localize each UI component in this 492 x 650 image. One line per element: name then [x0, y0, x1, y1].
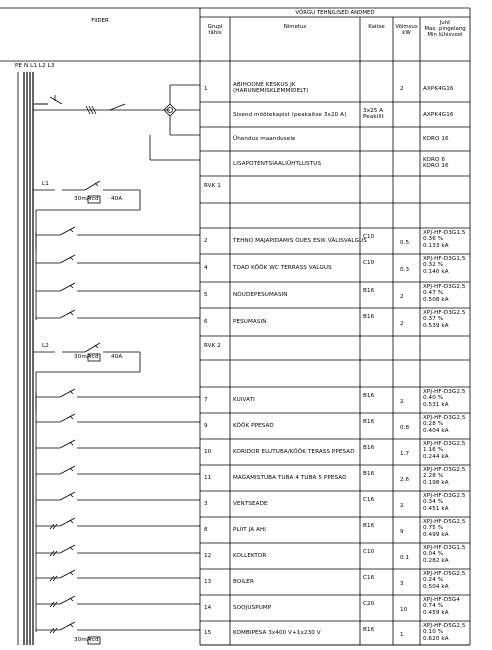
cable-spec: 0.404 kA [423, 428, 449, 435]
breaker-cross [70, 520, 73, 523]
cable-spec: 0.531 kA [423, 402, 449, 409]
rcd-label: rcd [89, 354, 99, 360]
cable-spec: 0.04 % [423, 551, 444, 558]
group-id: 7 [204, 397, 208, 403]
cable-spec: 0.140 kA [423, 269, 449, 276]
group-id: 12 [204, 553, 212, 559]
group-id: RVK 1 [204, 183, 221, 189]
phase-label: L2 [42, 343, 49, 349]
power-value: 2 [400, 321, 404, 327]
cable-spec: 0.133 kA [423, 243, 449, 250]
group-id: 1 [204, 85, 208, 92]
power-value: 0.3 [400, 267, 410, 273]
cable-spec: 0.508 kA [423, 297, 449, 304]
breaker-blade [60, 466, 75, 474]
fuse-rating: C10 [363, 260, 375, 266]
cable-spec: 0.282 kA [423, 558, 449, 565]
circuit-name: PESUMASIN [233, 319, 267, 325]
power-value: 0.8 [400, 425, 410, 431]
power-value: 1.7 [400, 451, 410, 457]
group-id: 14 [204, 605, 212, 611]
cable-spec: XPJ-HF-D3G1,5 [423, 544, 466, 551]
cable-spec: XPJ-HF-D3G2,5 [423, 440, 466, 447]
cable-spec: AXPK4G16 [423, 85, 454, 92]
bottom-rcd-rating: 30mA [74, 637, 91, 643]
group-id: RVK 2 [204, 343, 221, 349]
breaker-cross [70, 547, 73, 550]
circuit-name: TOAD KÖÖK WC TERRASS VALGUS [233, 265, 332, 271]
main-switch-blade [50, 97, 62, 104]
cable-spec: 1.16 % [423, 447, 444, 454]
group-id: 8 [204, 527, 208, 533]
group-col-header-2: tähis [208, 30, 222, 36]
group-id: 5 [204, 292, 208, 298]
feeder-header: FIIDER [91, 18, 109, 24]
cable-spec: XPJ-HF-D5G4 [423, 596, 460, 603]
fuse-rating: B16 [363, 523, 375, 529]
fuse-rating: Peakilit [363, 114, 384, 121]
power-value: 0.1 [400, 555, 410, 561]
breaker-cross [70, 624, 73, 627]
breaker-cross [70, 257, 73, 260]
group-id: 6 [204, 319, 208, 325]
cable-spec: AXPK4G16 [423, 111, 454, 118]
power-col-header-2: kW [402, 30, 411, 36]
circuit-name: Sisend mõõtekapist (peakaitse 3x20 A) [233, 111, 347, 118]
circuit-name: BOILER [233, 579, 254, 585]
breaker-blade [60, 310, 75, 318]
breaker-cross [70, 494, 73, 497]
cable-spec: 0.47 % [423, 290, 444, 297]
fuse-col-header: Kaitse [368, 24, 385, 30]
cable-spec: 0.36 % [423, 236, 444, 243]
cable-spec: 0.244 kA [423, 454, 449, 461]
rcd-label: rcd [89, 196, 99, 202]
cable-spec: KORO 16 [423, 163, 449, 170]
cable-spec: XPJ-HF-D3G2,5 [423, 388, 466, 395]
circuit-name: KORIDOR ELUTUBA/KÖÖK TERASS PPESAD [233, 449, 355, 455]
breaker-cross [70, 468, 73, 471]
cable-spec: XPJ-HF-D3G2,5 [423, 466, 466, 473]
cable-spec: 0.499 kA [423, 532, 449, 539]
power-value: 2 [400, 399, 404, 405]
circuit-name: SOOJUSPUMP [233, 605, 272, 611]
cable-spec: 0.10 % [423, 629, 444, 636]
power-value: 0.5 [400, 240, 410, 246]
name-col-header: Nimetus [283, 24, 307, 30]
main-breaker-blade [110, 104, 125, 110]
circuit-name: TEHNO MAJAPIDAMIS ÕUES ESIK VÄLISVALGUS [233, 238, 367, 244]
power-col-header: Võimsus [395, 24, 418, 30]
circuit-name: KOMBIPESA 3x400 V+1x230 V [233, 630, 321, 636]
rcd-current: 40A [111, 354, 123, 360]
fuse-rating: C16 [363, 575, 375, 581]
fuse-rating: B16 [363, 627, 375, 633]
cable-spec: XPJ-HF-D3G2,5 [423, 414, 466, 421]
fuse-rating: B16 [363, 288, 375, 294]
cable-spec: 0.24 % [423, 577, 444, 584]
group-id: 11 [204, 475, 212, 481]
breaker-blade [60, 545, 75, 553]
circuit-name: NÕUDEPESUMASIN [233, 292, 288, 298]
fuse-rating: B16 [363, 471, 375, 477]
cable-col-header: Juht [439, 20, 451, 26]
circuit-name: Ühendus maandusele [233, 136, 296, 142]
circuit-name: VENTSEADE [233, 501, 268, 507]
group-col-header: Grupi [207, 24, 223, 30]
fuse-rating: C20 [363, 601, 375, 607]
fuse-rating: C10 [363, 549, 375, 555]
breaker-cross [70, 598, 73, 601]
group-id: 2 [204, 238, 208, 244]
cable-col-header-2: Max. pingelang [424, 26, 466, 32]
cable-spec: XPJ-HF-D3G2,5 [423, 492, 466, 499]
phase-label: L1 [42, 181, 49, 187]
busbar-label: PE N L1 L2 L3 [15, 63, 55, 69]
breaker-blade [60, 227, 75, 235]
breaker-blade [60, 570, 75, 578]
cable-spec: XPJ-HF-D3G1,5 [423, 255, 466, 262]
cable-spec: 0.620 kA [423, 636, 449, 643]
cable-spec: XPJ-HF-D3G2,5 [423, 309, 466, 316]
group-id: 4 [204, 265, 208, 271]
power-value: 9 [400, 529, 404, 535]
breaker-blade [60, 622, 75, 630]
network-data-header: VÕRGU TEHNILISED ANDMED [295, 9, 375, 16]
breaker-cross [70, 572, 73, 575]
circuit-name: LISAPOTENTSIAALIÜHTLUSTUS [233, 160, 322, 167]
power-value: 2 [400, 85, 404, 92]
breaker-blade [60, 389, 75, 397]
breaker-blade [60, 440, 75, 448]
breaker-blade [60, 518, 75, 526]
breaker-cross [70, 391, 73, 394]
rcd-current: 40A [111, 196, 123, 202]
fuse-rating: C16 [363, 497, 375, 503]
bottom-rcd-label: rcd [89, 637, 99, 643]
circuit-name: ABIHOONE KESKUS JK [233, 81, 296, 88]
cable-spec: KORO 6 [423, 156, 445, 163]
cable-spec: 0.32 % [423, 262, 444, 269]
power-value: 10 [400, 607, 408, 613]
power-value: 1 [400, 632, 404, 638]
circuit-name: KÖÖK PPESAD [233, 423, 274, 429]
group-id: 9 [204, 423, 208, 429]
rcd-rating: 30mA [74, 354, 91, 360]
cable-spec: 0.34 % [423, 499, 444, 506]
cable-col-header-3: Min lühisvool [427, 32, 463, 38]
cable-spec: 0.37 % [423, 316, 444, 323]
fuse-rating: C10 [363, 234, 375, 240]
breaker-cross [70, 442, 73, 445]
cable-spec: 0.28 % [423, 421, 444, 428]
cable-spec: XPJ-HF-D5G2,5 [423, 570, 466, 577]
group-id: 10 [204, 449, 212, 455]
breaker-blade [60, 283, 75, 291]
cable-spec: 0.74 % [423, 603, 444, 610]
cable-spec: XPJ-HF-D5G2,5 [423, 622, 466, 629]
cable-spec: XPJ-HF-D5G2,5 [423, 518, 466, 525]
breaker-blade [60, 414, 75, 422]
rcd-rating: 30mA [74, 196, 91, 202]
cable-spec: 0.75 % [423, 525, 444, 532]
circuit-name: KUIVATI [233, 397, 255, 403]
group-id: 13 [204, 579, 212, 585]
cable-spec: 0.459 kA [423, 610, 449, 617]
cable-spec: 2.28 % [423, 473, 444, 480]
cable-spec: XPJ-HF-D3G1,5 [423, 229, 466, 236]
breaker-cross [70, 312, 73, 315]
circuit-name: KOLLEKTOR [233, 553, 267, 559]
circuit-name: MAGAMISTUBA TUBA 4 TUBA 5 PPESAD [233, 475, 347, 481]
group-id: 3 [204, 501, 208, 507]
group-id: 15 [204, 630, 212, 636]
power-value: 2 [400, 503, 404, 509]
power-value: 3 [400, 581, 404, 587]
fuse-rating: B16 [363, 445, 375, 451]
breaker-cross [70, 229, 73, 232]
breaker-blade [60, 255, 75, 263]
circuit-name: (HARUNEMISKLEMMIDELT) [233, 88, 309, 95]
fuse-rating: B16 [363, 393, 375, 399]
cable-spec: 0.539 kA [423, 323, 449, 330]
circuit-name: PLIIT JA AHI [233, 527, 267, 533]
breaker-cross [70, 285, 73, 288]
cable-spec: 0.40 % [423, 395, 444, 402]
cable-spec: XPJ-HF-D3G2,5 [423, 283, 466, 290]
cable-spec: 0.504 kA [423, 584, 449, 591]
fuse-rating: 3x25 A [363, 107, 384, 114]
cable-spec: 0.198 kA [423, 480, 449, 487]
power-value: 2 [400, 294, 404, 300]
breaker-blade [60, 492, 75, 500]
fuse-rating: B16 [363, 314, 375, 320]
fuse-rating: B16 [363, 419, 375, 425]
breaker-cross [70, 416, 73, 419]
cable-spec: KORO 16 [423, 136, 449, 142]
breaker-blade [60, 596, 75, 604]
cable-spec: 0.451 kA [423, 506, 449, 513]
power-value: 2.6 [400, 477, 410, 483]
